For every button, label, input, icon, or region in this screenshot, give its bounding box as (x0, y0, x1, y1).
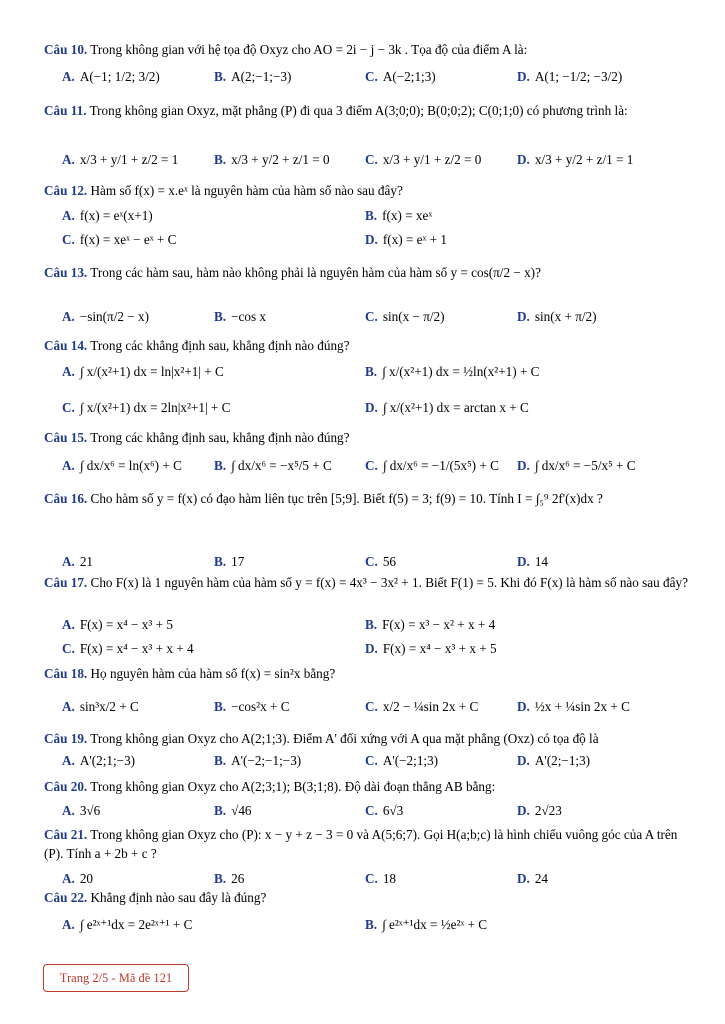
option-b[interactable]: B. −cos²x + C (214, 699, 290, 714)
question-12 (44, 181, 689, 200)
option-d[interactable]: D. ∫ x/(x²+1) dx = arctan x + C (365, 400, 529, 415)
question-number: Câu 19. (44, 731, 88, 746)
options-row (62, 306, 689, 328)
options-row (62, 205, 689, 227)
question-text: Cho hàm số y = f(x) có đạo hàm liên tục trên [5;9]. Biết f(5) = 3; f(9) = 10. Tính I = ∫₅⁹ 2f'(x)dx ? (87, 491, 603, 506)
options-row (62, 455, 689, 477)
question-19 (44, 729, 689, 748)
option-d[interactable]: D. 14 (517, 554, 549, 569)
option-b[interactable]: B. 26 (214, 871, 245, 886)
options-row (62, 696, 689, 718)
option-b[interactable]: B. ∫ dx/x⁶ = −x⁵/5 + C (214, 458, 332, 473)
question-text: Trong không gian Oxyz, mặt phẳng (P) đi qua 3 điểm A(3;0;0); B(0;0;2); C(0;1;0) có phương trình là: (86, 103, 628, 118)
question-20 (44, 777, 689, 796)
option-a[interactable]: A. A(−1; 1/2; 3/2) (62, 69, 160, 84)
option-d[interactable]: D. 24 (517, 871, 549, 886)
option-d[interactable]: D. sin(x + π/2) (517, 309, 597, 324)
question-number: Câu 14. (44, 338, 88, 353)
question-number: Câu 20. (44, 779, 88, 794)
option-c[interactable]: C. F(x) = x⁴ − x³ + x + 4 (62, 641, 194, 656)
option-b[interactable]: B. F(x) = x³ − x² + x + 4 (365, 617, 496, 632)
question-text: Trong các khẳng định sau, khẳng định nào đúng? (87, 430, 350, 445)
question-text: Cho F(x) là 1 nguyên hàm của hàm số y = f(x) = 4x³ − 3x² + 1. Biết F(1) = 5. Khi đó F(x) là hàm số nào sau đây? (87, 575, 688, 590)
option-a[interactable]: A. f(x) = eˣ(x+1) (62, 208, 153, 223)
options-row (62, 868, 689, 890)
question-number: Câu 15. (44, 430, 88, 445)
option-a[interactable]: A. 20 (62, 871, 94, 886)
option-a[interactable]: A. A'(2;1;−3) (62, 753, 136, 768)
option-c[interactable]: C. ∫ dx/x⁶ = −1/(5x⁵) + C (365, 458, 499, 473)
option-a[interactable]: A. F(x) = x⁴ − x³ + 5 (62, 617, 173, 632)
question-text: Trong không gian Oxyz cho A(2;1;3). Điểm A' đối xứng với A qua mặt phẳng (Oxz) có tọa độ là (87, 731, 599, 746)
question-text: Trong không gian với hệ tọa độ Oxyz cho AO = 2i − j − 3k . Tọa độ của điểm A là: (87, 42, 528, 57)
option-a[interactable]: A. ∫ x/(x²+1) dx = ln|x²+1| + C (62, 364, 224, 379)
option-c[interactable]: C. sin(x − π/2) (365, 309, 445, 324)
option-b[interactable]: B. x/3 + y/2 + z/1 = 0 (214, 152, 330, 167)
option-d[interactable]: D. 2√23 (517, 803, 562, 818)
option-d[interactable]: D. F(x) = x⁴ − x³ + x + 5 (365, 641, 497, 656)
option-c[interactable]: C. ∫ x/(x²+1) dx = 2ln|x²+1| + C (62, 400, 231, 415)
question-number: Câu 21. (44, 827, 88, 842)
question-text: Trong các khẳng định sau, khẳng định nào đúng? (87, 338, 350, 353)
option-c[interactable]: C. 18 (365, 871, 397, 886)
question-14 (44, 336, 689, 355)
question-number: Câu 11. (44, 103, 87, 118)
question-text: Trong không gian Oxyz cho (P): x − y + z − 3 = 0 và A(5;6;7). Gọi H(a;b;c) là hình chiếu vuông góc của A trên (P). Tính a + 2b + c ? (44, 827, 678, 861)
option-a[interactable]: A. ∫ dx/x⁶ = ln(x⁶) + C (62, 458, 182, 473)
option-b[interactable]: B. A(2;−1;−3) (214, 69, 292, 84)
question-text: Trong các hàm sau, hàm nào không phải là nguyên hàm của hàm số y = cos(π/2 − x)? (87, 265, 541, 280)
options-row (62, 750, 689, 772)
option-b[interactable]: B. A'(−2;−1;−3) (214, 753, 302, 768)
options-row (62, 229, 689, 251)
question-18 (44, 664, 689, 683)
option-c[interactable]: C. x/3 + y/1 + z/2 = 0 (365, 152, 482, 167)
options-row (62, 614, 689, 636)
option-d[interactable]: D. A(1; −1/2; −3/2) (517, 69, 623, 84)
options-row (62, 551, 689, 573)
question-number: Câu 17. (44, 575, 88, 590)
option-c[interactable]: C. f(x) = xeˣ − eˣ + C (62, 232, 177, 247)
question-number: Câu 12. (44, 183, 88, 198)
option-c[interactable]: C. x/2 − ¼sin 2x + C (365, 699, 479, 714)
options-row (62, 638, 689, 660)
option-c[interactable]: C. A'(−2;1;3) (365, 753, 439, 768)
option-b[interactable]: B. √46 (214, 803, 252, 818)
question-21 (44, 825, 689, 863)
options-row (62, 800, 689, 822)
question-13 (44, 263, 689, 282)
question-10 (44, 40, 689, 59)
option-a[interactable]: A. x/3 + y/1 + z/2 = 1 (62, 152, 179, 167)
question-text: Hàm số f(x) = x.eˣ là nguyên hàm của hàm số nào sau đây? (87, 183, 403, 198)
question-11 (44, 101, 689, 120)
options-row (62, 66, 689, 88)
question-16 (44, 489, 689, 508)
question-text: Trong không gian Oxyz cho A(2;3;1); B(3;1;8). Độ dài đoạn thẳng AB bằng: (87, 779, 496, 794)
page-footer: Trang 2/5 - Mã đề 121 (43, 964, 189, 992)
option-b[interactable]: B. ∫ e²ˣ⁺¹dx = ½e²ˣ + C (365, 917, 488, 932)
options-row (62, 397, 689, 419)
option-b[interactable]: B. −cos x (214, 309, 267, 324)
option-c[interactable]: C. A(−2;1;3) (365, 69, 436, 84)
question-number: Câu 22. (44, 890, 88, 905)
option-b[interactable]: B. 17 (214, 554, 245, 569)
option-d[interactable]: D. A'(2;−1;3) (517, 753, 591, 768)
option-c[interactable]: C. 6√3 (365, 803, 404, 818)
option-a[interactable]: A. 21 (62, 554, 94, 569)
option-d[interactable]: D. ∫ dx/x⁶ = −5/x⁵ + C (517, 458, 636, 473)
option-c[interactable]: C. 56 (365, 554, 397, 569)
question-17 (44, 573, 689, 592)
option-d[interactable]: D. ½x + ¼sin 2x + C (517, 699, 630, 714)
option-a[interactable]: A. sin³x/2 + C (62, 699, 139, 714)
question-text: Họ nguyên hàm của hàm số f(x) = sin²x bằng? (87, 666, 336, 681)
question-number: Câu 13. (44, 265, 88, 280)
options-row (62, 149, 689, 171)
option-a[interactable]: A. 3√6 (62, 803, 101, 818)
question-number: Câu 16. (44, 491, 88, 506)
question-text: Khẳng định nào sau đây là đúng? (87, 890, 267, 905)
question-number: Câu 18. (44, 666, 88, 681)
question-number: Câu 10. (44, 42, 88, 57)
question-22 (44, 888, 689, 907)
options-row (62, 361, 689, 383)
option-b[interactable]: B. f(x) = xeˣ (365, 208, 433, 223)
question-15 (44, 428, 689, 447)
options-row (62, 914, 689, 936)
option-d[interactable]: D. f(x) = eˣ + 1 (365, 232, 447, 247)
option-d[interactable]: D. x/3 + y/2 + z/1 = 1 (517, 152, 634, 167)
option-b[interactable]: B. ∫ x/(x²+1) dx = ½ln(x²+1) + C (365, 364, 540, 379)
option-a[interactable]: A. −sin(π/2 − x) (62, 309, 149, 324)
option-a[interactable]: A. ∫ e²ˣ⁺¹dx = 2e²ˣ⁺¹ + C (62, 917, 193, 932)
